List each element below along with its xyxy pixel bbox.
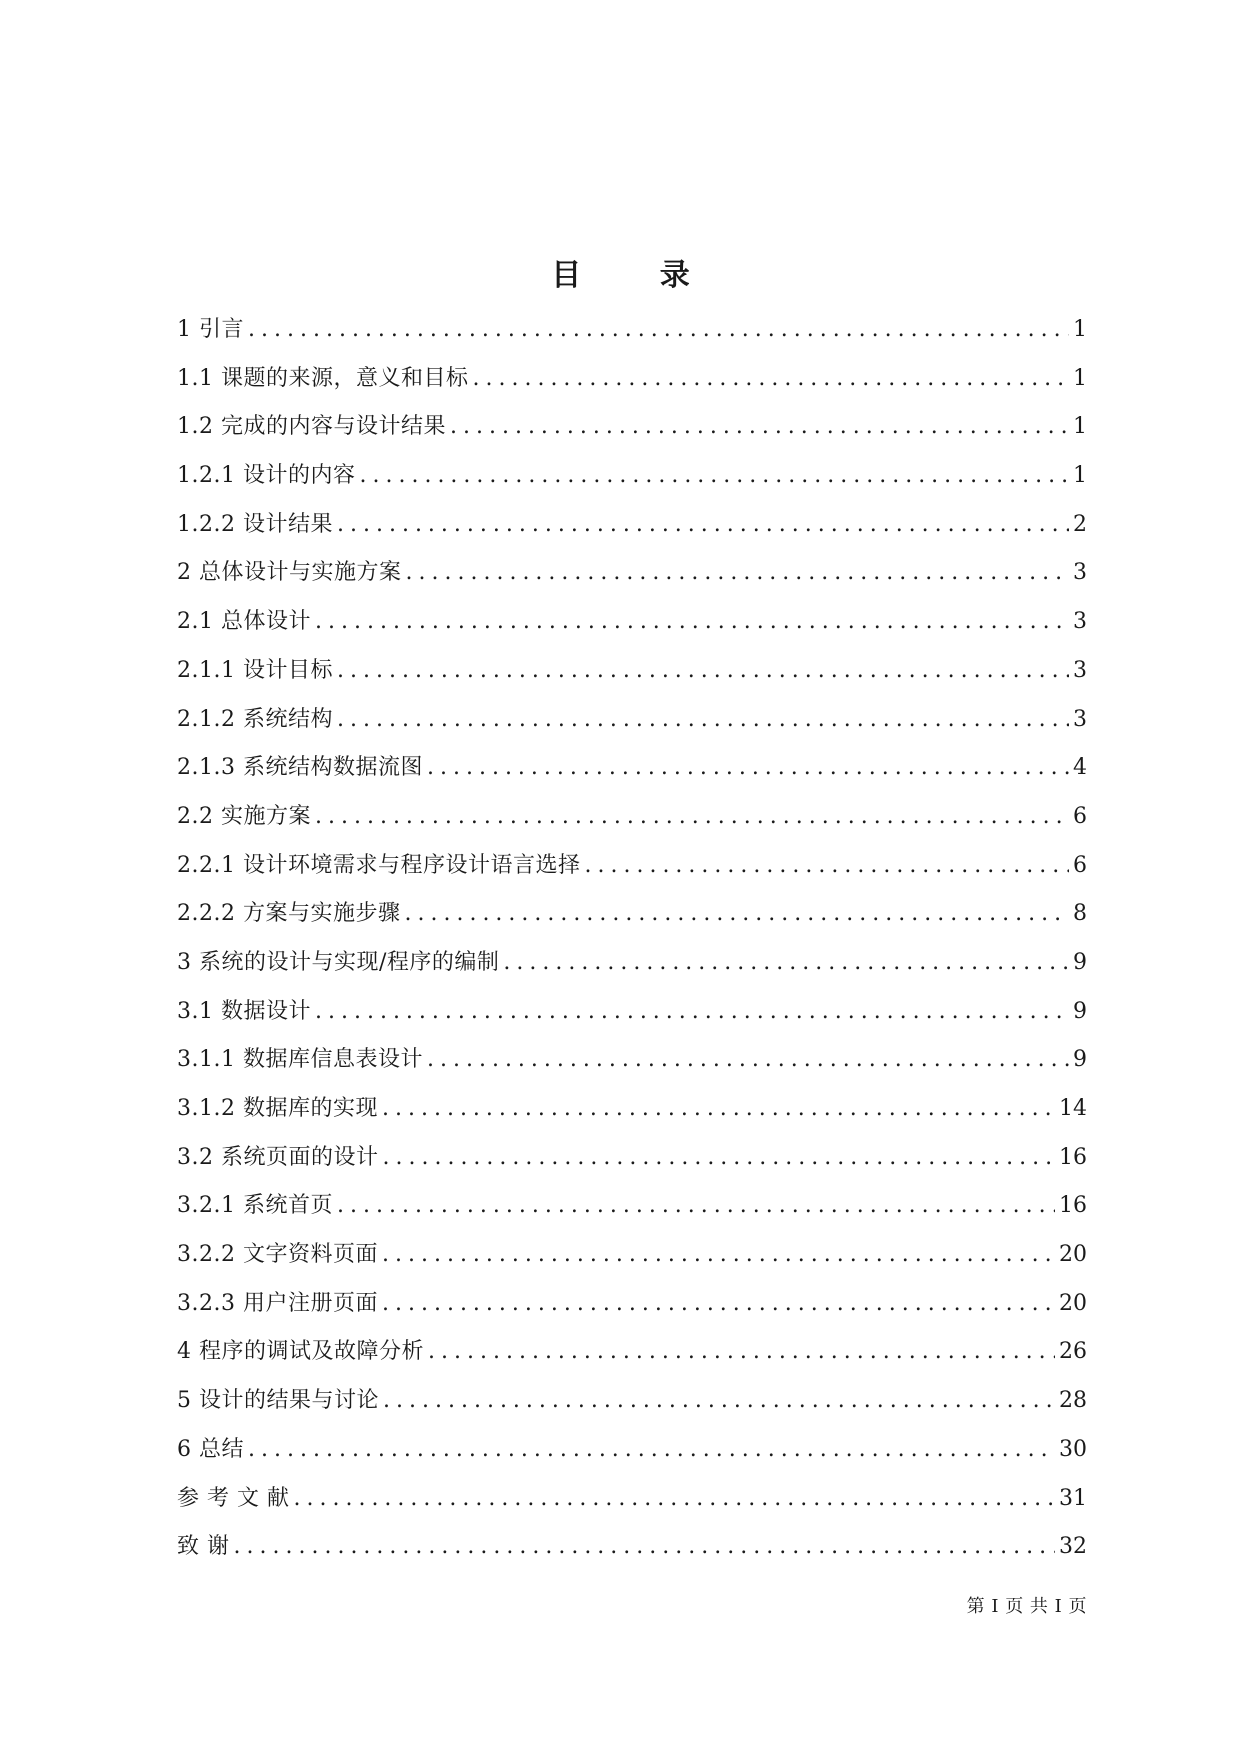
toc-entry-label: 2.1.3 系统结构数据流图 <box>177 755 423 781</box>
toc-leader-dots <box>427 1036 1069 1085</box>
page-title: 目 录 <box>551 258 724 293</box>
toc-entry[interactable] <box>177 1328 1087 1377</box>
toc-entry[interactable] <box>177 1280 1087 1329</box>
toc-leader-dots <box>315 598 1069 647</box>
toc-entry[interactable] <box>177 744 1087 793</box>
toc-entry-page-number: 16 <box>1059 1144 1087 1170</box>
toc-entry-label: 2 总体设计与实施方案 <box>177 560 402 586</box>
toc-leader-dots <box>234 1523 1056 1572</box>
toc-entry-page-number: 2 <box>1073 511 1087 537</box>
toc-entry[interactable] <box>177 403 1087 452</box>
toc-entry[interactable] <box>177 549 1087 598</box>
toc-entry[interactable] <box>177 696 1087 745</box>
toc-entry-page-number: 30 <box>1059 1436 1087 1462</box>
toc-entry[interactable] <box>177 1475 1087 1524</box>
toc-entry[interactable] <box>177 842 1087 891</box>
toc-entry-page-number: 3 <box>1073 609 1087 635</box>
toc-entry[interactable] <box>177 988 1087 1037</box>
toc-entry-label: 3.2.3 用户注册页面 <box>177 1290 378 1316</box>
toc-entry-page-number: 1 <box>1073 414 1087 440</box>
toc-entry[interactable] <box>177 1377 1087 1426</box>
toc-entry-page-number: 1 <box>1073 365 1087 391</box>
toc-entry[interactable] <box>177 647 1087 696</box>
page-footer: 第 I 页 共 I 页 <box>966 1596 1087 1617</box>
toc-leader-dots <box>293 1475 1055 1524</box>
toc-entry[interactable] <box>177 939 1087 988</box>
toc-entry[interactable] <box>177 1134 1087 1183</box>
toc-leader-dots <box>427 744 1069 793</box>
toc-entry-label: 参 考 文 献 <box>177 1485 290 1511</box>
toc-leader-dots <box>382 1231 1055 1280</box>
toc-entry-page-number: 32 <box>1059 1534 1087 1560</box>
toc-entry-page-number: 9 <box>1073 1047 1087 1073</box>
toc-entry[interactable] <box>177 1231 1087 1280</box>
toc-entry[interactable] <box>177 452 1087 501</box>
toc-entry-label: 6 总结 <box>177 1436 244 1462</box>
toc-leader-dots <box>382 1280 1055 1329</box>
toc-leader-dots <box>337 647 1069 696</box>
toc-entry-label: 2.1 总体设计 <box>177 609 311 635</box>
toc-leader-dots <box>428 1328 1055 1377</box>
toc-entry[interactable] <box>177 1085 1087 1134</box>
toc-entry[interactable] <box>177 598 1087 647</box>
toc-leader-dots <box>383 1377 1055 1426</box>
toc-entry[interactable] <box>177 1426 1087 1475</box>
toc-leader-dots <box>472 355 1069 404</box>
toc-entry[interactable] <box>177 1523 1087 1572</box>
toc-leader-dots <box>503 939 1069 988</box>
toc-entry-label: 1.1 课题的来源，意义和目标 <box>177 365 469 391</box>
toc-entry-page-number: 20 <box>1059 1290 1087 1316</box>
toc-entry[interactable] <box>177 501 1087 550</box>
toc-entry[interactable] <box>177 355 1087 404</box>
toc-entry-page-number: 9 <box>1073 949 1087 975</box>
toc-entry-page-number: 3 <box>1073 560 1087 586</box>
toc-entry-page-number: 16 <box>1059 1193 1087 1219</box>
toc-entry-label: 1 引言 <box>177 317 244 342</box>
toc-leader-dots <box>382 1085 1055 1134</box>
toc-entry-page-number: 6 <box>1073 852 1087 878</box>
toc-leader-dots <box>315 793 1069 842</box>
toc-entry-label: 2.1.1 设计目标 <box>177 657 333 683</box>
toc-entry-label: 2.2 实施方案 <box>177 803 311 829</box>
toc-entry[interactable] <box>177 890 1087 939</box>
toc-leader-dots <box>248 1426 1055 1475</box>
toc-entry-page-number: 31 <box>1059 1485 1087 1511</box>
toc-entry-label: 1.2.1 设计的内容 <box>177 463 356 489</box>
toc-entry-label: 3.1 数据设计 <box>177 998 311 1024</box>
toc-entry[interactable] <box>177 306 1087 355</box>
toc-leader-dots <box>315 988 1069 1037</box>
toc-leader-dots <box>337 1182 1055 1231</box>
toc-entry-label: 1.2 完成的内容与设计结果 <box>177 414 446 440</box>
toc-leader-dots <box>359 452 1069 501</box>
toc-entry-page-number: 3 <box>1073 706 1087 732</box>
toc-entry-label: 5 设计的结果与讨论 <box>177 1388 379 1414</box>
toc-leader-dots <box>584 842 1069 891</box>
toc-entry-page-number: 6 <box>1073 803 1087 829</box>
toc-entry-label: 2.2.1 设计环境需求与程序设计语言选择 <box>177 852 581 878</box>
toc-entry-page-number: 26 <box>1059 1339 1087 1365</box>
toc-entry-label: 3.1.2 数据库的实现 <box>177 1096 378 1121</box>
toc-leader-dots <box>406 549 1070 598</box>
toc-entry[interactable] <box>177 1182 1087 1231</box>
toc-entry-label: 1.2.2 设计结果 <box>177 511 333 537</box>
toc-entry-label: 3 系统的设计与实现/程序的编制 <box>177 949 500 975</box>
toc-entry-page-number: 4 <box>1073 755 1087 781</box>
toc-entry-label: 3.2.1 系统首页 <box>177 1193 333 1219</box>
toc-leader-dots <box>337 501 1069 550</box>
toc-entry-page-number: 3 <box>1073 657 1087 683</box>
toc-entry-page-number: 1 <box>1073 463 1087 489</box>
toc-leader-dots <box>382 1134 1055 1183</box>
toc-leader-dots <box>337 696 1069 745</box>
toc-entry-label: 2.2.2 方案与实施步骤 <box>177 901 401 927</box>
toc-entry-page-number: 8 <box>1073 901 1087 927</box>
toc-entry-page-number: 9 <box>1073 998 1087 1024</box>
table-of-contents <box>177 306 1087 1572</box>
toc-leader-dots <box>450 403 1069 452</box>
toc-entry-label: 2.1.2 系统结构 <box>177 706 333 732</box>
toc-entry-label: 4 程序的调试及故障分析 <box>177 1339 424 1365</box>
toc-entry-label: 致 谢 <box>177 1534 230 1560</box>
toc-entry-page-number: 14 <box>1059 1096 1087 1121</box>
toc-entry-page-number: 28 <box>1059 1388 1087 1414</box>
toc-leader-dots <box>404 890 1069 939</box>
toc-entry-label: 3.2 系统页面的设计 <box>177 1144 379 1170</box>
toc-leader-dots <box>248 306 1069 355</box>
toc-entry-label: 3.1.1 数据库信息表设计 <box>177 1047 423 1073</box>
toc-entry[interactable] <box>177 793 1087 842</box>
toc-entry[interactable] <box>177 1036 1087 1085</box>
toc-entry-page-number: 1 <box>1073 317 1087 342</box>
toc-entry-label: 3.2.2 文字资料页面 <box>177 1242 378 1268</box>
toc-entry-page-number: 20 <box>1059 1242 1087 1268</box>
